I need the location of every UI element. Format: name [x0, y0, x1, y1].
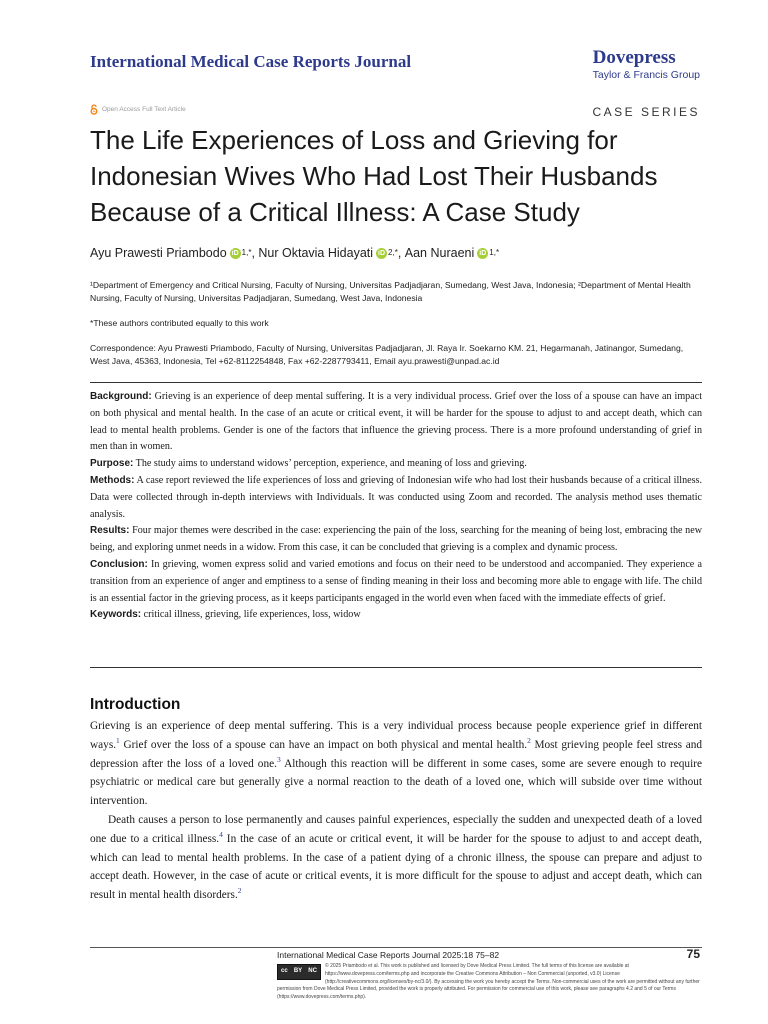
paragraph-text: Although this reaction will be different in some cases, some are severe enough to require psychiatric or medical care but generally give a normal reaction to the death of a loved one, which will subside over time without intervention. [90, 757, 702, 808]
abstract-keywords-text: critical illness, grieving, life experiences, loss, widow [141, 609, 361, 621]
abstract-results [90, 523, 702, 557]
abstract-keywords-label: Keywords: [90, 609, 142, 621]
introduction-paragraph [90, 717, 702, 811]
publisher-brand: Dovepress [592, 47, 676, 68]
orcid-icon[interactable]: iD [479, 249, 487, 257]
publisher-logo[interactable] [593, 48, 700, 82]
abstract-methods-text: A case report reviewed the life experiences of loss and grieving of Indonesian wife who had lost their husbands because of a critical illness. Data were collected through in-depth interviews with Individuals. It was conducted using Zoom and recorded. The analysis method uses thematic analysis. [90, 474, 702, 520]
abstract-conclusion-text: In grieving, women express solid and varied emotions and focus on their need to be understood and accompanied. They experience a transition from an experience of anger and emptiness to a sense of finding meaning in their loss and becoming more able to engage with life. The child is an essential factor in the grieving process, as it keeps participants engaged in the world even when faced with the immediate effects of grief. [90, 558, 702, 604]
abstract-conclusion [90, 557, 702, 607]
author-list: Ayu Prawesti Priambodo iD 1,* , Nur Oktavia Hidayati iD 2,* , Aan Nuraeni iD 1,* [90, 246, 500, 260]
cc-license-icon[interactable] [277, 964, 321, 980]
paragraph-text: Death causes a person to lose permanently and causes painful experiences, especially the sudden and unexpected death of a loved one due to a critical illness. [90, 813, 702, 845]
author-name[interactable]: Aan Nuraeni [404, 246, 475, 260]
abstract-results-text: Four major themes were described in the case: experiencing the pain of the loss, searching for the meaning of being lost, embracing the new being, and exploring unmet needs in a widow. From this case, it can be concluded that grieving is a complex and dynamic process. [90, 525, 702, 554]
abstract-methods [90, 473, 702, 523]
reference-link[interactable]: 3 [276, 754, 281, 764]
abstract-methods-label: Methods: [90, 474, 135, 486]
affiliations: ¹Department of Emergency and Critical Nursing, Faculty of Nursing, Universitas Padjadjaran, Sumedang, West Java, Indonesia; ²Department of Mental Health Nursing, Faculty of Nursing, Universitas Padjadjaran, Sumedang, West Java, Indonesia [90, 280, 691, 303]
abstract-conclusion-label: Conclusion: [90, 558, 148, 570]
abstract-background [90, 389, 702, 456]
correspondence: Correspondence: Ayu Prawesti Priambodo, Faculty of Nursing, Universitas Padjadjaran, Jl. Raya Ir. Soekarno KM. 21, Hegarmanah, Jatinangor, Sumedang, West Java, 45363, Indonesia, Tel +62-8112254848, Fax +62-2287793411, Email ayu.prawesti@unpad.ac.id [90, 343, 684, 366]
paragraph-text: In the case of an acute or critical event, it will be harder for the spouse to adjust to and accept death, which can lead to mental health problems. In the case of a patient dying of a chronic illness, the spouse can prepare and adjust to accept death. However, in the case of acute or critical events, it is more difficult for the spouse to adjust and accept death, which can result in mental health disorders. [90, 832, 702, 902]
article-type: CASE SERIES [592, 105, 700, 119]
abstract-purpose-label: Purpose: [90, 458, 134, 470]
journal-title[interactable]: International Medical Case Reports Journal [90, 52, 412, 71]
paragraph-text: Grief over the loss of a spouse can have an impact on both physical and mental health. [119, 738, 528, 751]
abstract-purpose-text: The study aims to understand widows’ perception, experience, and meaning of loss and grieving. [133, 458, 527, 470]
license-text: © 2025 Priambodo et al. This work is published and licensed by Dove Medical Press Limited. The full terms of this license are available at https://www.dovepress.com/terms.php and incorporate the Creative Commons Attribution – Non Commercial (unported, v3.0) License (http://creativecommons.org/licenses/by-nc/3.0/). By accessing the work you hereby accept the Terms. Non-commercial uses of the work are permitted without any further permission from Dove Medical Press Limited, provided the work is properly attributed. For permission for commercial use of this work, please see paragraphs 4.2 and 5 of our Terms (https://www.dovepress.com/terms.php). [277, 963, 700, 1001]
introduction-paragraph [90, 811, 702, 905]
paragraph-text: Most grieving people feel stress and depression after the loss of a loved one. [90, 738, 703, 770]
abstract-keywords [90, 607, 702, 624]
abstract-top-rule [90, 382, 702, 383]
paragraph-text: Grieving is an experience of deep mental suffering. This is a very individual process because people experience grief in different ways. [90, 720, 702, 751]
open-access-label: Open Access Full Text Article [102, 106, 186, 113]
cc-nc-label: NC [308, 968, 317, 975]
cc-icon-label: cc [281, 968, 288, 975]
abstract-purpose [90, 456, 702, 473]
open-access-badge [90, 104, 186, 115]
footer-rule [90, 947, 702, 948]
abstract [90, 389, 702, 624]
reference-link[interactable]: 1 [116, 736, 120, 746]
article-title: The Life Experiences of Loss and Grieving for Indonesian Wives Who Had Lost Their Husbands Because of a Critical Illness: A Case Study [90, 125, 658, 227]
author-name[interactable]: Ayu Prawesti Priambodo [90, 246, 227, 260]
license-notice [277, 963, 702, 1002]
reference-link[interactable]: 2 [237, 886, 242, 896]
author-name[interactable]: Nur Oktavia Hidayati [258, 246, 374, 260]
introduction-heading: Introduction [90, 696, 181, 713]
reference-link[interactable]: 4 [219, 830, 223, 840]
introduction-body [90, 717, 702, 905]
equal-contribution-note: *These authors contributed equally to this work [90, 318, 269, 328]
publisher-group: Taylor & Francis Group [592, 69, 700, 81]
author-separator: , [397, 246, 405, 260]
author-separator: , [251, 246, 259, 260]
open-access-lock-icon [90, 104, 98, 115]
cc-by-label: BY [293, 968, 303, 975]
page-number: 75 [686, 947, 700, 961]
abstract-results-label: Results: [90, 525, 130, 537]
abstract-background-text: Grieving is an experience of deep mental suffering. It is a very individual process. Grief over the loss of a spouse can have an impact on both physical and mental health. In the case of an acute or critical event, it will be harder for the spouse to adjust to and accept death, which can lead to mental health problems. Gender is one of the factors that influence the grieving process. There is a more profound understanding of grief in men than in women. [90, 391, 702, 453]
abstract-background-label: Background: [90, 391, 152, 402]
orcid-icon[interactable]: iD [378, 249, 386, 257]
abstract-bottom-rule [90, 667, 702, 668]
reference-link[interactable]: 2 [527, 736, 531, 746]
footer-citation: International Medical Case Reports Journal 2025:18 75–82 [277, 950, 500, 960]
orcid-icon[interactable]: iD [231, 249, 239, 257]
